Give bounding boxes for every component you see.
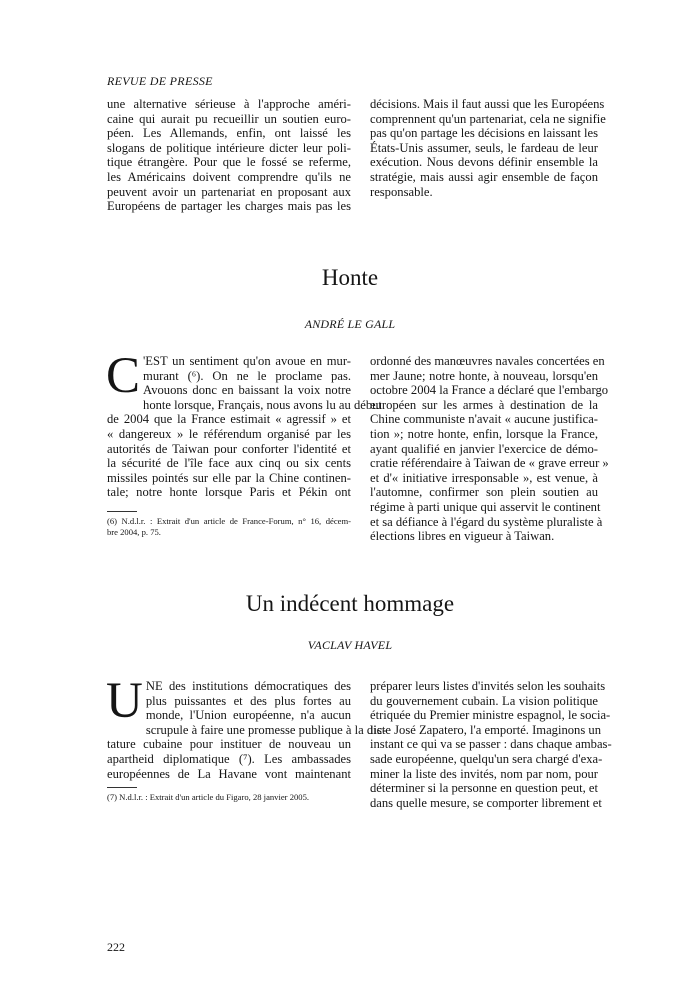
text-line: miner la liste des invités, nom par nom, pour bbox=[370, 766, 598, 781]
text-line: la sécurité de l'île face aux cinq ou six cents bbox=[107, 456, 351, 471]
footnote-rule bbox=[107, 787, 137, 788]
footnote-rule bbox=[107, 511, 137, 512]
text-line: peuvent avoir un partenariat en proposant aux bbox=[107, 184, 351, 199]
text-line: caine qui aurait pu recueillir un soutien euro- bbox=[107, 111, 351, 126]
article2-left-column bbox=[106, 673, 387, 781]
text-line: mer Jaune; notre honte, à nouveau, lorsqu'en bbox=[370, 368, 598, 383]
article-title-indecent-hommage: Un indécent hommage bbox=[245, 591, 455, 616]
text-line: Avouons donc en baissant la voix notre bbox=[143, 383, 351, 398]
text-line: NE des institutions démocratiques des bbox=[145, 679, 351, 693]
text-line: ayant qualifié en janvier l'exercice de démo- bbox=[370, 441, 598, 456]
text-line: péen. Les Allemands, enfin, ont laissé les bbox=[107, 126, 351, 141]
text-line: l'automne, confirmer son plein soutien au bbox=[370, 485, 598, 500]
text-line: comprennent qu'un partenariat, cela ne signifie bbox=[370, 111, 606, 126]
article1-left-text bbox=[106, 348, 382, 500]
text-line: apartheid diplomatique (⁷). Les ambassades bbox=[107, 751, 351, 766]
text-line: slogans de politique intérieure dicter leur poli- bbox=[107, 140, 351, 155]
text-line: (7) N.d.l.r. : Extrait d'un article du Figaro, 28 janvier 2005. bbox=[107, 792, 310, 802]
text-line: pas qu'on partage les décisions en laissant les bbox=[370, 126, 598, 141]
text-line: et d'« initiative irresponsable », est venue, à bbox=[370, 470, 598, 485]
top-right-column bbox=[370, 97, 606, 199]
running-head: REVUE DE PRESSE bbox=[107, 74, 213, 88]
text-line: autorités de Taiwan pour conforter l'identité et bbox=[107, 441, 351, 456]
article-title-honte: Honte bbox=[321, 265, 379, 290]
text-line: scrupule à faire une promesse publique à la dic- bbox=[145, 722, 387, 737]
text-line: dans quelle mesure, se comporter librement et bbox=[370, 795, 602, 810]
text-line: sade européenne, quelqu'un sera chargé d'exa- bbox=[370, 751, 603, 766]
text-line: déterminer si la personne en question peut, et bbox=[370, 781, 599, 796]
text-line: de 2004 que la France estimait « agressif » et bbox=[107, 412, 351, 427]
article-author-le-gall: ANDRÉ LE GALL bbox=[304, 317, 396, 331]
article1-right-column bbox=[370, 354, 609, 544]
text-line: décisions. Mais il faut aussi que les Européens bbox=[370, 97, 605, 111]
text-line: étriquée du Premier ministre espagnol, le socia- bbox=[370, 708, 611, 723]
text-line: cratie référendaire à Taiwan de « grave erreur » bbox=[370, 456, 609, 471]
article1-left-column bbox=[106, 348, 382, 500]
text-line: Européens de partager les charges mais pas les bbox=[107, 199, 351, 214]
text-line: tature cubaine pour instituer de nouveau un bbox=[107, 737, 351, 752]
text-line: instant ce qui va se passer : dans chaque ambas- bbox=[370, 737, 612, 752]
text-line: tale; notre honte lorsque Paris et Pékin ont bbox=[107, 485, 351, 500]
text-line: ordonné des manœuvres navales concertées en bbox=[370, 354, 605, 368]
article2-right-column bbox=[370, 679, 612, 810]
text-line: missiles pointés sur elle par la Chine continen- bbox=[107, 470, 351, 485]
text-line: du gouvernement cubain. La vision politique bbox=[370, 693, 598, 708]
text-line: tion »; notre honte, enfin, lorsque la France, bbox=[370, 426, 598, 441]
text-line: liste José Zapatero, l'a emporté. Imaginons un bbox=[370, 722, 601, 737]
text-line: européen sur les armes à destination de la bbox=[370, 397, 598, 412]
text-line: 'EST un sentiment qu'on avoue en mur- bbox=[143, 354, 351, 368]
article2-dropcap: U bbox=[106, 673, 143, 729]
text-line: monde, l'Union européenne, n'a aucun bbox=[145, 708, 351, 723]
text-line: octobre 2004 la France a déclaré que l'embargo bbox=[370, 383, 609, 398]
text-line: exécution. Nous devons définir ensemble la bbox=[370, 155, 598, 170]
text-line: européennes de La Havane vont maintenant bbox=[107, 766, 351, 781]
text-line: une alternative sérieuse à l'approche améri- bbox=[107, 97, 351, 111]
footnote-6 bbox=[107, 516, 351, 537]
text-line: régime à parti unique qui asservit le continent bbox=[370, 499, 601, 514]
text-line: Chine communiste n'avait « aucune justifica- bbox=[370, 412, 598, 427]
text-line: responsable. bbox=[370, 184, 433, 199]
page-number: 222 bbox=[107, 940, 125, 954]
text-line: plus puissantes et des plus fortes au bbox=[145, 693, 351, 708]
text-line: tique étrangère. Pour que le fossé se referme, bbox=[107, 155, 351, 170]
top-left-column bbox=[107, 97, 351, 214]
text-line: stratégie, mais aussi agir ensemble de façon bbox=[370, 169, 598, 184]
text-line: murant (⁶). On ne le proclame pas. bbox=[143, 368, 351, 383]
text-line: « dangereux » le référendum organisé par les bbox=[107, 426, 351, 441]
text-line: les Américains doivent comprendre qu'ils ne bbox=[107, 169, 351, 184]
article-author-havel: VACLAV HAVEL bbox=[307, 638, 393, 652]
text-line: États-Unis assumer, seuls, le fardeau de leur bbox=[370, 140, 598, 155]
text-line: préparer leurs listes d'invités selon les souhaits bbox=[370, 679, 606, 693]
text-line: (6) N.d.l.r. : Extrait d'un article de France-Forum, n° 16, décem- bbox=[107, 516, 351, 526]
text-line: élections libres en vigueur à Taiwan. bbox=[370, 529, 555, 544]
article1-dropcap: C bbox=[106, 348, 141, 404]
text-line: bre 2004, p. 75. bbox=[107, 526, 161, 537]
text-line: honte lorsque, Français, nous avons lu au début bbox=[143, 397, 382, 412]
footnote-7 bbox=[107, 792, 351, 803]
article2-left-text bbox=[106, 673, 387, 781]
text-line: et sa défiance à l'égard du système pluraliste à bbox=[370, 514, 603, 529]
